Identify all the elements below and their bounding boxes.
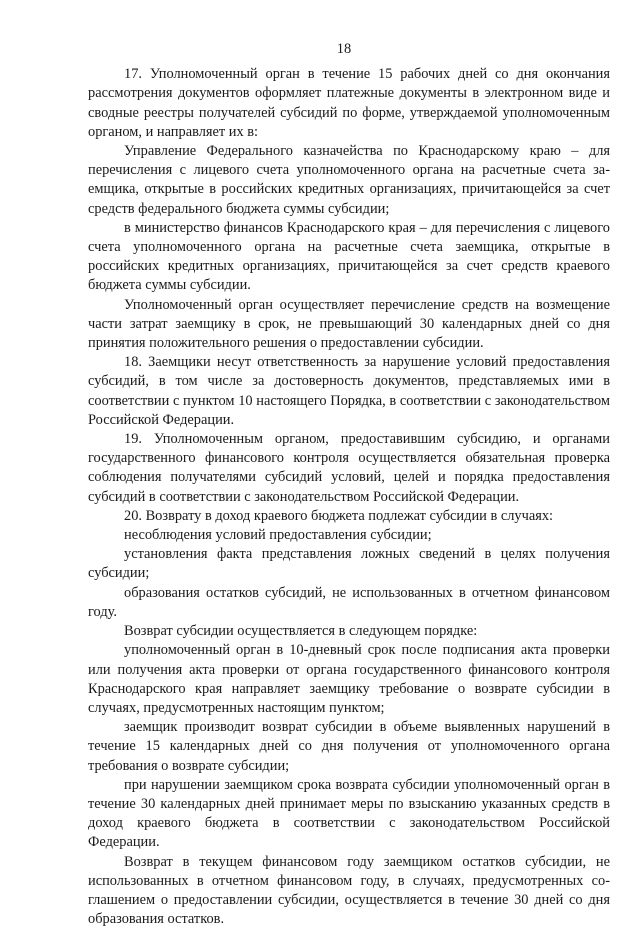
paragraph-case-false-info: установления факта представления ложных сведений в целях получения субсидии; — [88, 546, 610, 582]
paragraph-procedure-step-3: при нарушении заемщиком срока возврата субсидии уполномоченный орган в течение 30 календарных дней принимает меры по взысканию указанных средств в доход краевого бюджета в соответствии с законодательством Российской Федерации. — [88, 776, 610, 851]
paragraph-item-18: 18. Заемщики несут ответственность за нарушение условий предоставления субсидий, в том числе за достоверность документов, представляемых ими в соответствии с пунктом 10 настоящего Порядка, в соответствии с законодательством Российской Федерации. — [88, 354, 610, 428]
paragraph-case-unused-balance: образования остатков субсидий, не использованных в отчетном финансовом году. — [88, 584, 610, 620]
paragraph-balance-return: Возврат в текущем финансовом году заемщиком остатков субсидии, не использованных в отчетном финансовом году, в случаях, предусмотренных соглашением о предоставлении субсидии, осуществляется в течение 30 дней со дня образования остатков. — [88, 853, 610, 928]
paragraph-item-19: 19. Уполномоченным органом, предоставившим субсидию, и органами государственного финансового контроля осуществляется обязательная проверка соблюдения получателями субсидий условий, целей и порядка предоставления субсидий в соответствии с законодательством Российской Федерации. — [88, 431, 610, 505]
paragraph-return-procedure: Возврат субсидии осуществляется в следующем порядке: — [124, 623, 478, 640]
paragraph-item-17: 17. Уполномоченный орган в течение 15 рабочих дней со дня окончания рассмотрения документов оформляет платежные документы в электронном виде и сводные реестры получателей субсидий по форме, утверждаемой уполномоченным органом, и направляет их в: — [88, 66, 610, 140]
paragraph-procedure-step-1: уполномоченный орган в 10-дневный срок после подписания акта проверки или получения акта проверки от органа государственного финансового контроля Краснодарского края направляет заемщику требование о возврате субсидии в случаях, предусмотренных настоящим пунктом; — [88, 642, 610, 716]
paragraph-procedure-step-2: заемщик производит возврат субсидии в объеме выявленных нарушений в течение 15 календарных дней со дня получения от уполномоченного органа требования о возврате субсидии; — [88, 719, 610, 774]
paragraph-case-noncompliance: несоблюдения условий предоставления субсидии; — [124, 527, 432, 544]
page-number: 18 — [336, 41, 352, 57]
paragraph-transfer-term: Уполномоченный орган осуществляет перечисление средств на возмещение части затрат заемщику в срок, не превышающий 30 календарных дней со дня принятия положительного решения о предоставлении субсидии. — [88, 296, 610, 352]
paragraph-treasury: Управление Федерального казначейства по Краснодарскому краю – для перечисления с лицевого счета уполномоченного органа на расчетные счета заемщика, открытые в российских кредитных организациях, причитающейся за счет средств федерального бюджета суммы субсидии; — [88, 143, 610, 217]
paragraph-ministry-finance: в министерство финансов Краснодарского края – для перечисления с лицевого счета уполномоченного органа на расчетные счета заемщика, открытые в российских кредитных организациях, причитающейся за счет средств краевого бюджета суммы субсидии. — [88, 219, 610, 294]
paragraph-item-20: 20. Возврату в доход краевого бюджета подлежат субсидии в случаях: — [124, 507, 554, 524]
